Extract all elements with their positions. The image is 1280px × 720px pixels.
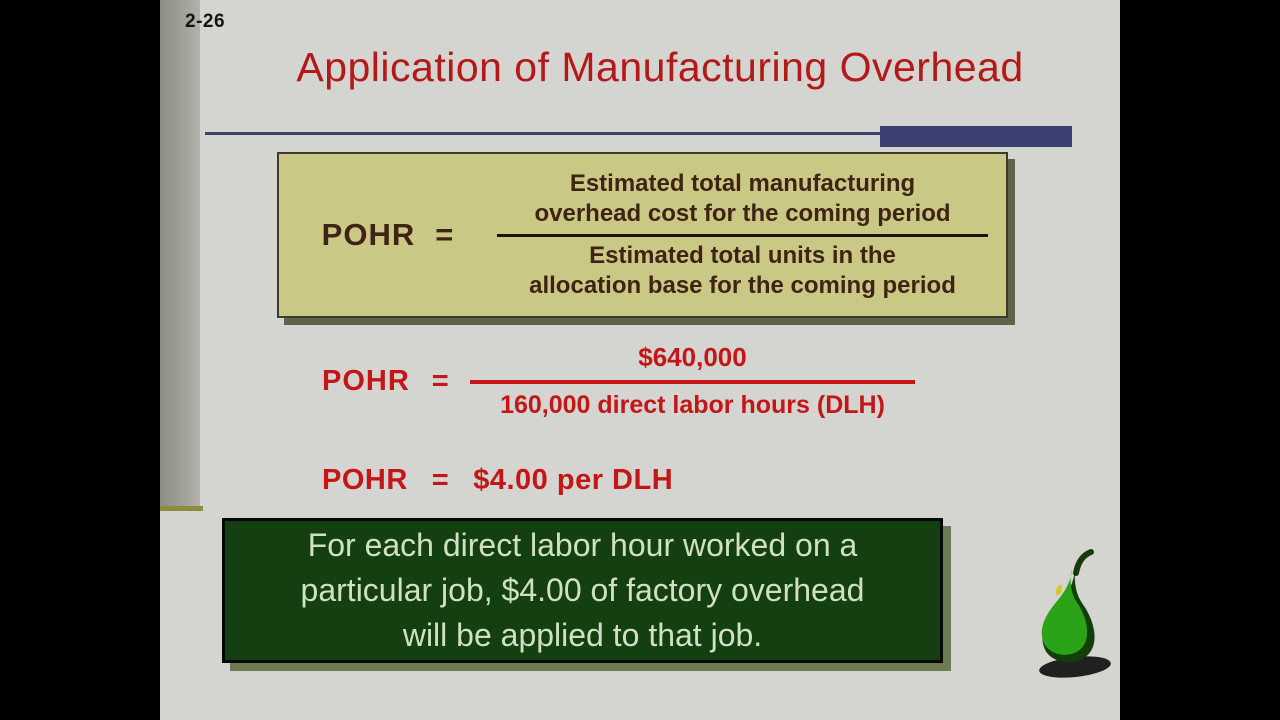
pohr-calc-fraction: [470, 342, 915, 420]
pohr-label: POHR: [322, 365, 410, 397]
pohr-label: POHR: [322, 464, 408, 496]
pohr-definition-lhs: [279, 217, 497, 253]
title-underline: [205, 132, 892, 135]
presentation-slide: [160, 0, 1120, 720]
pohr-result-value: $4.00 per DLH: [473, 464, 674, 496]
calc-numerator: $640,000: [470, 342, 915, 384]
pohr-label: POHR: [321, 217, 416, 252]
calc-denominator: 160,000 direct labor hours (DLH): [500, 391, 885, 419]
slide-number: 2-26: [185, 11, 226, 32]
pohr-result-equation: [322, 464, 673, 497]
slide-title: Application of Manufacturing Overhead: [296, 44, 1024, 90]
pohr-calculation-equation: [322, 342, 915, 420]
callout-line-3: will be applied to that job.: [402, 617, 763, 653]
conclusion-callout-box: [222, 518, 943, 663]
pohr-definition-box: [277, 152, 1008, 318]
callout-line-1: For each direct labor hour worked on a: [307, 527, 858, 563]
title-underline-accent: [880, 126, 1072, 147]
equals-sign: =: [431, 464, 450, 496]
callout-line-2: particular job, $4.00 of factory overhead: [300, 572, 865, 608]
fraction-numerator: [497, 169, 988, 237]
left-stripe: [160, 0, 200, 506]
pohr-definition-fraction: [497, 169, 988, 301]
equals-sign: =: [435, 217, 455, 252]
denominator-line-2: allocation base for the coming period: [529, 272, 956, 299]
pohr-calc-lhs: [322, 342, 470, 420]
left-stripe-accent: [160, 506, 203, 511]
numerator-line-2: overhead cost for the coming period: [534, 200, 951, 227]
equals-sign: =: [431, 365, 450, 397]
numerator-line-1: Estimated total manufacturing: [569, 170, 916, 197]
fraction-denominator: [497, 237, 988, 301]
denominator-line-1: Estimated total units in the: [589, 242, 896, 269]
pear-icon: [1012, 545, 1116, 685]
